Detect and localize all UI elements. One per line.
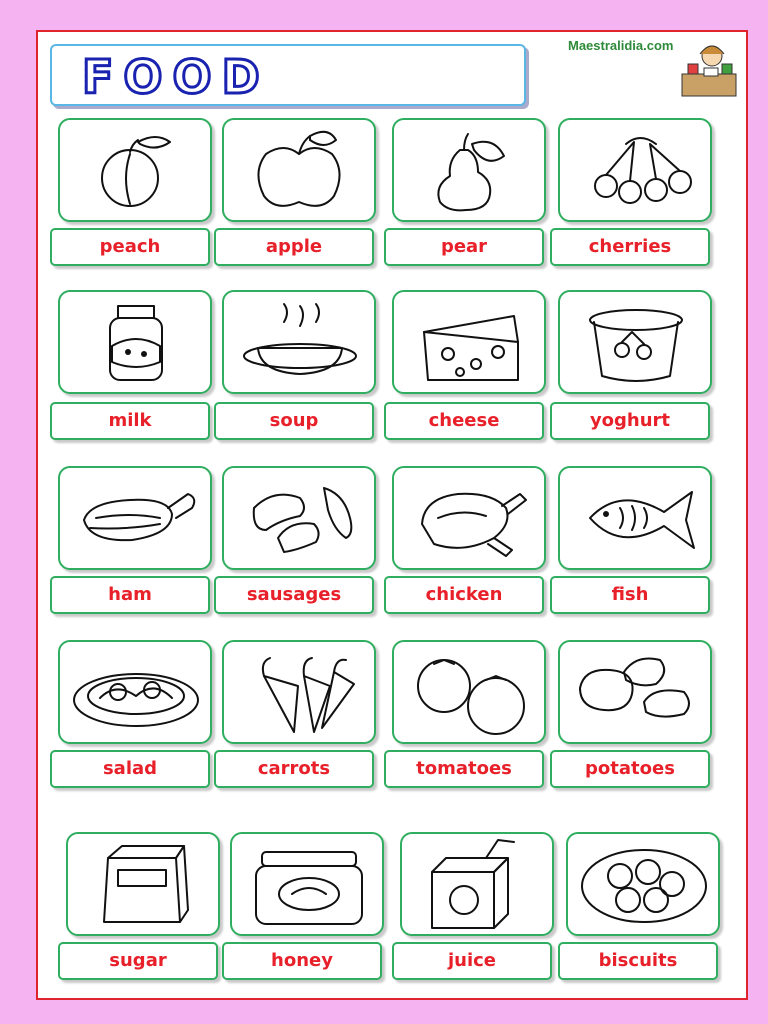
food-card-chicken bbox=[392, 466, 546, 570]
food-card-potatoes bbox=[558, 640, 712, 744]
food-label-soup: soup bbox=[214, 402, 374, 440]
food-label-yoghurt: yoghurt bbox=[550, 402, 710, 440]
fish-icon bbox=[560, 468, 710, 568]
food-card-ham bbox=[58, 466, 212, 570]
food-card-apple bbox=[222, 118, 376, 222]
yoghurt-cup-icon bbox=[560, 292, 710, 392]
food-label-juice: juice bbox=[392, 942, 552, 980]
cheese-icon bbox=[394, 292, 544, 392]
food-label-peach: peach bbox=[50, 228, 210, 266]
food-card-pear bbox=[392, 118, 546, 222]
food-card-peach bbox=[58, 118, 212, 222]
sugar-bag-icon bbox=[68, 834, 218, 934]
food-label-cherries: cherries bbox=[550, 228, 710, 266]
food-card-sugar bbox=[66, 832, 220, 936]
food-card-carrots bbox=[222, 640, 376, 744]
food-label-milk: milk bbox=[50, 402, 210, 440]
food-card-fish bbox=[558, 466, 712, 570]
milk-jar-icon bbox=[60, 292, 210, 392]
teacher-logo-icon bbox=[678, 38, 740, 104]
food-card-yoghurt bbox=[558, 290, 712, 394]
juice-box-icon bbox=[402, 834, 552, 934]
carrots-icon bbox=[224, 642, 374, 742]
food-card-juice bbox=[400, 832, 554, 936]
food-label-biscuits: biscuits bbox=[558, 942, 718, 980]
sausages-icon bbox=[224, 468, 374, 568]
cherries-icon bbox=[560, 120, 710, 220]
honey-jar-icon bbox=[232, 834, 382, 934]
food-card-sausages bbox=[222, 466, 376, 570]
food-label-chicken: chicken bbox=[384, 576, 544, 614]
food-label-sausages: sausages bbox=[214, 576, 374, 614]
food-label-tomatoes: tomatoes bbox=[384, 750, 544, 788]
food-label-apple: apple bbox=[214, 228, 374, 266]
food-label-honey: honey bbox=[222, 942, 382, 980]
food-card-honey bbox=[230, 832, 384, 936]
food-card-cherries bbox=[558, 118, 712, 222]
food-label-pear: pear bbox=[384, 228, 544, 266]
roast-chicken-icon bbox=[394, 468, 544, 568]
brand-text: Maestralidia.com bbox=[568, 38, 674, 53]
food-label-sugar: sugar bbox=[58, 942, 218, 980]
food-label-salad: salad bbox=[50, 750, 210, 788]
apple-icon bbox=[224, 120, 374, 220]
food-card-tomatoes bbox=[392, 640, 546, 744]
food-label-carrots: carrots bbox=[214, 750, 374, 788]
salad-plate-icon bbox=[60, 642, 210, 742]
food-label-potatoes: potatoes bbox=[550, 750, 710, 788]
food-card-biscuits bbox=[566, 832, 720, 936]
title-banner bbox=[50, 44, 526, 106]
food-label-fish: fish bbox=[550, 576, 710, 614]
food-card-milk bbox=[58, 290, 212, 394]
ham-icon bbox=[60, 468, 210, 568]
pear-icon bbox=[394, 120, 544, 220]
biscuits-plate-icon bbox=[568, 834, 718, 934]
page-title: FOOD bbox=[82, 50, 270, 104]
soup-bowl-icon bbox=[224, 292, 374, 392]
food-label-cheese: cheese bbox=[384, 402, 544, 440]
peach-icon bbox=[60, 120, 210, 220]
food-label-ham: ham bbox=[50, 576, 210, 614]
food-card-soup bbox=[222, 290, 376, 394]
potatoes-icon bbox=[560, 642, 710, 742]
tomatoes-icon bbox=[394, 642, 544, 742]
food-card-salad bbox=[58, 640, 212, 744]
food-card-cheese bbox=[392, 290, 546, 394]
